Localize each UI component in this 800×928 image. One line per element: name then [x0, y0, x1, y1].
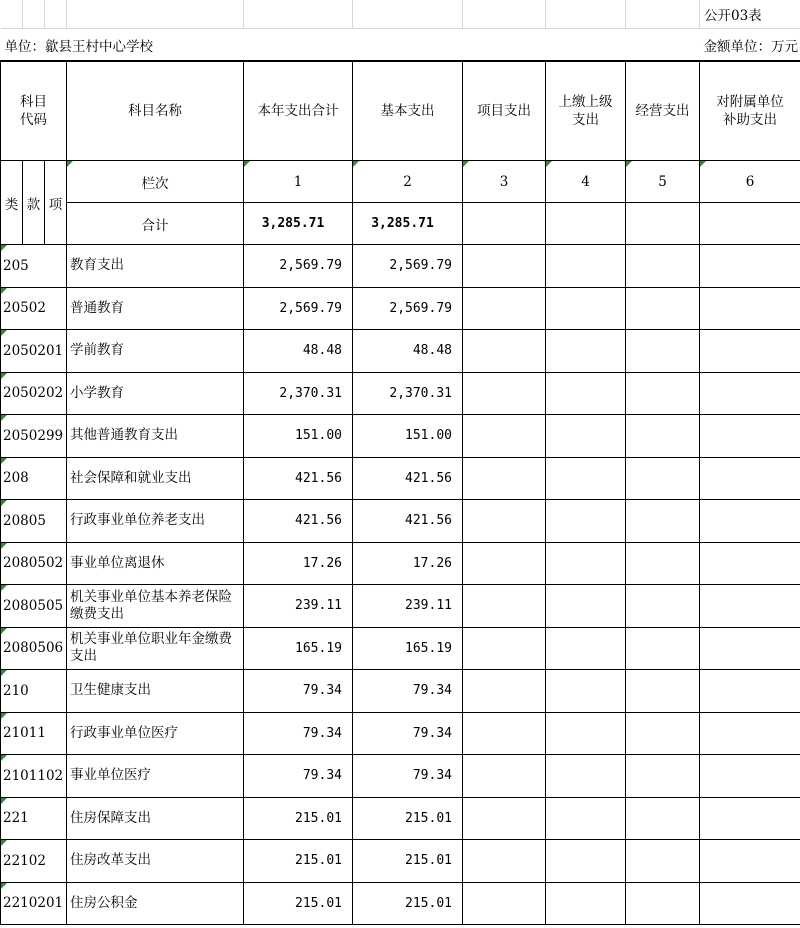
cell[interactable]	[546, 840, 626, 883]
cell[interactable]	[700, 287, 800, 330]
cell[interactable]	[463, 882, 546, 925]
row-code[interactable]: 221	[1, 797, 67, 840]
row-total[interactable]: 2,569.79	[244, 287, 353, 330]
cell[interactable]	[463, 287, 546, 330]
table-row	[1, 287, 800, 330]
cell[interactable]	[700, 500, 800, 543]
cell[interactable]	[546, 330, 626, 373]
table-row	[1, 457, 800, 500]
cell[interactable]	[1, 0, 23, 29]
header-operating: 经营支出	[626, 61, 700, 161]
cell[interactable]	[244, 0, 353, 29]
row-total[interactable]: 215.01	[244, 840, 353, 883]
table-row	[1, 330, 800, 373]
header-basic: 基本支出	[353, 61, 463, 161]
table-row	[1, 542, 800, 585]
total-row	[1, 203, 800, 245]
row-code[interactable]: 22102	[1, 840, 67, 883]
cell[interactable]	[700, 627, 800, 670]
cell[interactable]	[626, 755, 700, 798]
table-row	[1, 712, 800, 755]
table-row	[1, 627, 800, 670]
table-row	[1, 585, 800, 628]
header-name: 科目名称	[67, 61, 244, 161]
row-basic[interactable]: 239.11	[353, 585, 463, 628]
cell[interactable]	[463, 585, 546, 628]
row-total[interactable]: 215.01	[244, 797, 353, 840]
cell[interactable]	[626, 882, 700, 925]
header-code: 科目 代码	[1, 61, 67, 161]
row-name[interactable]: 机关事业单位基本养老保险缴费支出	[67, 585, 244, 628]
col-number: 6	[700, 161, 800, 203]
cell[interactable]	[463, 0, 546, 29]
row-name[interactable]: 事业单位离退休	[67, 542, 244, 585]
cell[interactable]	[463, 457, 546, 500]
cell[interactable]	[546, 372, 626, 415]
cell[interactable]	[463, 500, 546, 543]
cell[interactable]	[546, 585, 626, 628]
row-basic[interactable]: 79.34	[353, 670, 463, 713]
row-code[interactable]: 2210201	[1, 882, 67, 925]
cell[interactable]	[700, 415, 800, 458]
row-basic[interactable]: 79.34	[353, 712, 463, 755]
cell[interactable]	[546, 712, 626, 755]
total-basic[interactable]: 3,285.71	[353, 203, 463, 245]
cell[interactable]	[546, 0, 626, 29]
cell[interactable]	[626, 797, 700, 840]
cell[interactable]	[546, 670, 626, 713]
row-total[interactable]: 79.34	[244, 755, 353, 798]
table-row	[1, 882, 800, 925]
row-basic[interactable]: 421.56	[353, 457, 463, 500]
cell[interactable]	[626, 500, 700, 543]
cell[interactable]	[546, 457, 626, 500]
row-name[interactable]: 行政事业单位养老支出	[67, 500, 244, 543]
row-code[interactable]: 2080502	[1, 542, 67, 585]
cell[interactable]	[546, 245, 626, 288]
cell[interactable]	[626, 330, 700, 373]
cell[interactable]	[700, 712, 800, 755]
cell[interactable]	[546, 542, 626, 585]
cell[interactable]	[700, 372, 800, 415]
row-total[interactable]: 215.01	[244, 882, 353, 925]
table-row	[1, 755, 800, 798]
cell[interactable]	[700, 542, 800, 585]
row-code[interactable]: 21011	[1, 712, 67, 755]
row-total[interactable]: 239.11	[244, 585, 353, 628]
cell[interactable]	[626, 457, 700, 500]
row-total[interactable]: 421.56	[244, 457, 353, 500]
unit-label: 单位：歙县王村中心学校	[1, 29, 546, 62]
cell[interactable]	[546, 627, 626, 670]
col-number: 3	[463, 161, 546, 203]
cell[interactable]	[546, 203, 626, 245]
cell[interactable]	[23, 0, 45, 29]
cell[interactable]	[700, 585, 800, 628]
row-name[interactable]: 行政事业单位医疗	[67, 712, 244, 755]
header-lanci: 栏次	[67, 161, 244, 203]
row-basic[interactable]: 2,370.31	[353, 372, 463, 415]
row-name[interactable]: 社会保障和就业支出	[67, 457, 244, 500]
row-code[interactable]: 208	[1, 457, 67, 500]
row-name[interactable]: 学前教育	[67, 330, 244, 373]
header-total: 本年支出合计	[244, 61, 353, 161]
cell[interactable]	[626, 203, 700, 245]
col-number: 4	[546, 161, 626, 203]
cell[interactable]	[463, 670, 546, 713]
cell[interactable]	[463, 415, 546, 458]
cell[interactable]	[626, 287, 700, 330]
row-total[interactable]: 151.00	[244, 415, 353, 458]
cell[interactable]	[463, 542, 546, 585]
cell[interactable]	[700, 882, 800, 925]
table-row	[1, 415, 800, 458]
cell[interactable]	[700, 755, 800, 798]
cell[interactable]	[463, 797, 546, 840]
row-code[interactable]: 2080506	[1, 627, 67, 670]
table-row	[1, 797, 800, 840]
amount-unit: 金额单位：万元	[700, 29, 800, 62]
row-basic[interactable]: 48.48	[353, 330, 463, 373]
cell[interactable]	[463, 330, 546, 373]
cell[interactable]	[626, 29, 700, 62]
col-number: 5	[626, 161, 700, 203]
header-row	[1, 61, 800, 161]
cell[interactable]	[463, 755, 546, 798]
row-total[interactable]: 2,569.79	[244, 245, 353, 288]
cell[interactable]	[546, 797, 626, 840]
row-name[interactable]: 事业单位医疗	[67, 755, 244, 798]
cell[interactable]	[626, 670, 700, 713]
table-row	[1, 245, 800, 288]
cell[interactable]	[626, 245, 700, 288]
row-total[interactable]: 421.56	[244, 500, 353, 543]
total-label: 合计	[67, 203, 244, 245]
cell[interactable]	[546, 500, 626, 543]
row-basic[interactable]: 79.34	[353, 755, 463, 798]
row-code[interactable]: 2050202	[1, 372, 67, 415]
header-project: 项目支出	[463, 61, 546, 161]
row-basic[interactable]: 165.19	[353, 627, 463, 670]
cell[interactable]	[700, 203, 800, 245]
cell[interactable]	[463, 712, 546, 755]
row-name[interactable]: 卫生健康支出	[67, 670, 244, 713]
cell[interactable]	[700, 670, 800, 713]
cell[interactable]	[700, 330, 800, 373]
row-code[interactable]: 2050299	[1, 415, 67, 458]
header-lei: 类	[1, 161, 23, 245]
cell[interactable]	[700, 245, 800, 288]
cell[interactable]	[546, 882, 626, 925]
unit-row	[1, 29, 800, 62]
cell[interactable]	[546, 755, 626, 798]
cell[interactable]	[67, 0, 244, 29]
cell[interactable]	[626, 0, 700, 29]
col-number: 1	[244, 161, 353, 203]
cell[interactable]	[353, 0, 463, 29]
cell[interactable]	[626, 372, 700, 415]
row-name[interactable]: 住房改革支出	[67, 840, 244, 883]
row-basic[interactable]: 215.01	[353, 840, 463, 883]
row-code[interactable]: 2050201	[1, 330, 67, 373]
row-code[interactable]: 210	[1, 670, 67, 713]
cell[interactable]	[463, 372, 546, 415]
cell[interactable]	[463, 840, 546, 883]
row-name[interactable]: 其他普通教育支出	[67, 415, 244, 458]
cell[interactable]	[626, 585, 700, 628]
row-basic[interactable]: 215.01	[353, 797, 463, 840]
cell[interactable]	[463, 203, 546, 245]
cell[interactable]	[626, 840, 700, 883]
cell[interactable]	[700, 840, 800, 883]
table-row	[1, 840, 800, 883]
header-subsidiary: 对附属单位 补助支出	[700, 61, 800, 161]
header-kuan: 款	[23, 161, 45, 245]
table-row	[1, 500, 800, 543]
row-name[interactable]: 住房保障支出	[67, 797, 244, 840]
top-row	[1, 0, 800, 29]
row-basic[interactable]: 151.00	[353, 415, 463, 458]
table-id: 公开03表	[700, 0, 800, 29]
row-total[interactable]: 2,370.31	[244, 372, 353, 415]
row-total[interactable]: 79.34	[244, 712, 353, 755]
data-rows	[1, 245, 800, 925]
row-basic[interactable]: 2,569.79	[353, 245, 463, 288]
row-code[interactable]: 2080505	[1, 585, 67, 628]
row-code[interactable]: 20502	[1, 287, 67, 330]
cell[interactable]	[45, 0, 67, 29]
cell[interactable]	[546, 29, 626, 62]
column-number-row	[1, 161, 800, 203]
cell[interactable]	[700, 797, 800, 840]
row-total[interactable]: 79.34	[244, 670, 353, 713]
total-amount[interactable]: 3,285.71	[244, 203, 353, 245]
cell[interactable]	[626, 415, 700, 458]
row-basic[interactable]: 215.01	[353, 882, 463, 925]
col-number: 2	[353, 161, 463, 203]
table-row	[1, 670, 800, 713]
row-name[interactable]: 小学教育	[67, 372, 244, 415]
cell[interactable]	[463, 245, 546, 288]
row-basic[interactable]: 2,569.79	[353, 287, 463, 330]
row-basic[interactable]: 17.26	[353, 542, 463, 585]
row-name[interactable]: 住房公积金	[67, 882, 244, 925]
row-total[interactable]: 17.26	[244, 542, 353, 585]
cell[interactable]	[546, 287, 626, 330]
cell[interactable]	[626, 712, 700, 755]
cell[interactable]	[626, 627, 700, 670]
cell[interactable]	[626, 542, 700, 585]
row-basic[interactable]: 421.56	[353, 500, 463, 543]
cell[interactable]	[546, 415, 626, 458]
row-name[interactable]: 教育支出	[67, 245, 244, 288]
row-name[interactable]: 机关事业单位职业年金缴费支出	[67, 627, 244, 670]
row-code[interactable]: 205	[1, 245, 67, 288]
cell[interactable]	[700, 457, 800, 500]
header-superior: 上缴上级 支出	[546, 61, 626, 161]
cell[interactable]	[463, 627, 546, 670]
header-xiang: 项	[45, 161, 67, 245]
row-code[interactable]: 20805	[1, 500, 67, 543]
row-total[interactable]: 48.48	[244, 330, 353, 373]
row-code[interactable]: 2101102	[1, 755, 67, 798]
row-total[interactable]: 165.19	[244, 627, 353, 670]
table-row	[1, 372, 800, 415]
row-name[interactable]: 普通教育	[67, 287, 244, 330]
